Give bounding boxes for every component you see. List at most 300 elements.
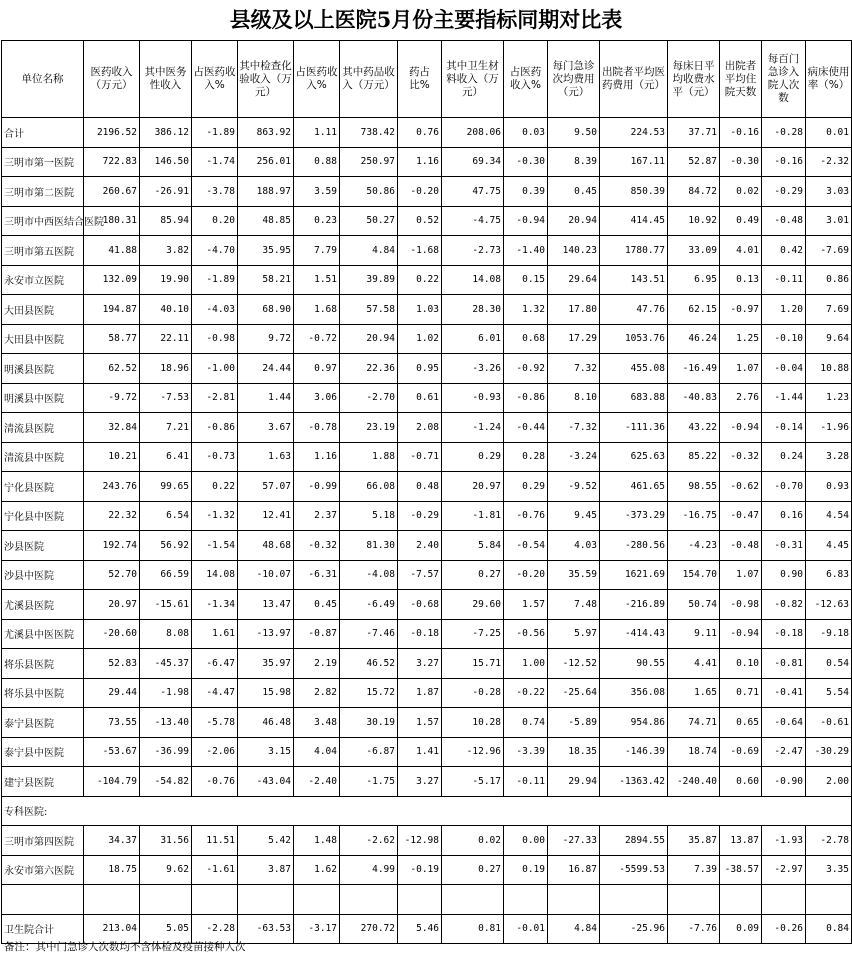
table-row [2, 649, 852, 679]
value-cell: 68.90 [238, 295, 294, 325]
value-cell: 1.16 [294, 442, 340, 472]
value-cell: 1.48 [294, 826, 340, 856]
value-cell: -9.52 [548, 472, 600, 502]
value-cell: 0.10 [720, 649, 762, 679]
value-cell: 48.68 [238, 531, 294, 561]
table-row [2, 619, 852, 649]
value-cell: 11.51 [192, 826, 238, 856]
value-cell: 13.47 [238, 590, 294, 620]
value-cell: 39.89 [340, 265, 398, 295]
empty-cell [668, 796, 720, 826]
value-cell: 3.48 [294, 708, 340, 738]
value-cell: 20.97 [442, 472, 504, 502]
table-row [2, 767, 852, 797]
value-cell: -12.98 [398, 826, 442, 856]
value-cell: 48.85 [238, 206, 294, 236]
value-cell: 81.30 [340, 531, 398, 561]
value-cell: 167.11 [600, 147, 668, 177]
value-cell: -0.62 [720, 472, 762, 502]
empty-cell [806, 796, 852, 826]
table-row [2, 354, 852, 384]
empty-cell [548, 885, 600, 915]
table-row [2, 855, 852, 885]
table-row [2, 265, 852, 295]
value-cell: -0.76 [504, 501, 548, 531]
empty-cell [806, 885, 852, 915]
value-cell: -0.90 [762, 767, 806, 797]
value-cell: 33.09 [668, 236, 720, 266]
value-cell: 0.39 [504, 177, 548, 207]
unit-name-cell: 将乐县中医院 [2, 678, 84, 708]
value-cell: 6.41 [140, 442, 192, 472]
empty-cell [398, 796, 442, 826]
value-cell: 8.08 [140, 619, 192, 649]
blank-row [2, 885, 852, 915]
value-cell: 18.96 [140, 354, 192, 384]
value-cell: 50.86 [340, 177, 398, 207]
value-cell: 0.60 [720, 767, 762, 797]
value-cell: 0.20 [192, 206, 238, 236]
value-cell: 19.90 [140, 265, 192, 295]
value-cell: 140.23 [548, 236, 600, 266]
value-cell: 9.62 [140, 855, 192, 885]
value-cell: -0.94 [504, 206, 548, 236]
value-cell: -5.78 [192, 708, 238, 738]
value-cell: 4.04 [294, 737, 340, 767]
value-cell: 2.19 [294, 649, 340, 679]
value-cell: -0.19 [398, 855, 442, 885]
value-cell: 1.07 [720, 354, 762, 384]
column-header: 药占比% [398, 41, 442, 118]
value-cell: 0.13 [720, 265, 762, 295]
value-cell: 0.95 [398, 354, 442, 384]
value-cell: -0.87 [294, 619, 340, 649]
value-cell: 30.19 [340, 708, 398, 738]
value-cell: -0.81 [762, 649, 806, 679]
value-cell: -1.40 [504, 236, 548, 266]
value-cell: 4.41 [668, 649, 720, 679]
value-cell: 24.44 [238, 354, 294, 384]
value-cell: 37.71 [668, 118, 720, 148]
empty-cell [600, 885, 668, 915]
value-cell: -3.17 [294, 914, 340, 944]
table-row [2, 413, 852, 443]
value-cell: 0.01 [806, 118, 852, 148]
unit-name-cell: 明溪县中医院 [2, 383, 84, 413]
value-cell: 31.56 [140, 826, 192, 856]
value-cell: -104.79 [84, 767, 140, 797]
value-cell: -0.28 [442, 678, 504, 708]
unit-name-cell: 宁化县医院 [2, 472, 84, 502]
value-cell: -2.32 [806, 147, 852, 177]
value-cell: 46.24 [668, 324, 720, 354]
value-cell: 14.08 [192, 560, 238, 590]
value-cell: 0.86 [806, 265, 852, 295]
value-cell: -0.99 [294, 472, 340, 502]
value-cell: -0.29 [762, 177, 806, 207]
value-cell: -0.71 [398, 442, 442, 472]
value-cell: -0.61 [806, 708, 852, 738]
value-cell: -10.07 [238, 560, 294, 590]
value-cell: 0.29 [442, 442, 504, 472]
value-cell: -1.00 [192, 354, 238, 384]
value-cell: 2196.52 [84, 118, 140, 148]
value-cell: 0.27 [442, 560, 504, 590]
unit-name-cell: 清流县中医院 [2, 442, 84, 472]
value-cell: 20.94 [548, 206, 600, 236]
value-cell: 6.01 [442, 324, 504, 354]
table-body [2, 118, 852, 944]
value-cell: 1.07 [720, 560, 762, 590]
value-cell: 132.09 [84, 265, 140, 295]
value-cell: 0.27 [442, 855, 504, 885]
value-cell: 10.92 [668, 206, 720, 236]
unit-name-cell: 卫生院合计 [2, 914, 84, 944]
value-cell: 1.65 [668, 678, 720, 708]
value-cell: 0.65 [720, 708, 762, 738]
value-cell: 0.23 [294, 206, 340, 236]
unit-name-cell: 三明市第二医院 [2, 177, 84, 207]
value-cell: 9.50 [548, 118, 600, 148]
empty-cell [442, 885, 504, 915]
value-cell: -30.29 [806, 737, 852, 767]
value-cell: 52.87 [668, 147, 720, 177]
value-cell: 10.21 [84, 442, 140, 472]
value-cell: -16.75 [668, 501, 720, 531]
table-row [2, 678, 852, 708]
empty-cell [762, 796, 806, 826]
unit-name-cell: 永安市立医院 [2, 265, 84, 295]
value-cell: 6.95 [668, 265, 720, 295]
empty-cell [720, 885, 762, 915]
column-header: 医药收入（万元） [84, 41, 140, 118]
value-cell: -6.87 [340, 737, 398, 767]
value-cell: 0.52 [398, 206, 442, 236]
value-cell: 28.30 [442, 295, 504, 325]
value-cell: -1.89 [192, 118, 238, 148]
table-row [2, 147, 852, 177]
value-cell: -0.82 [762, 590, 806, 620]
value-cell: -12.96 [442, 737, 504, 767]
value-cell: -1.61 [192, 855, 238, 885]
value-cell: 52.83 [84, 649, 140, 679]
value-cell: 0.93 [806, 472, 852, 502]
column-header: 每门急诊次均费用（元） [548, 41, 600, 118]
value-cell: 4.45 [806, 531, 852, 561]
value-cell: 1.62 [294, 855, 340, 885]
value-cell: -5599.53 [600, 855, 668, 885]
value-cell: -7.57 [398, 560, 442, 590]
empty-cell [84, 796, 140, 826]
value-cell: -7.53 [140, 383, 192, 413]
unit-name-cell: 尤溪县中医医院 [2, 619, 84, 649]
value-cell: -7.46 [340, 619, 398, 649]
value-cell: 16.87 [548, 855, 600, 885]
empty-cell [238, 885, 294, 915]
value-cell: 0.28 [504, 442, 548, 472]
value-cell: -0.48 [720, 531, 762, 561]
value-cell: 34.37 [84, 826, 140, 856]
value-cell: -0.73 [192, 442, 238, 472]
value-cell: 1.11 [294, 118, 340, 148]
value-cell: 0.42 [762, 236, 806, 266]
value-cell: 1621.69 [600, 560, 668, 590]
value-cell: 5.18 [340, 501, 398, 531]
value-cell: 192.74 [84, 531, 140, 561]
value-cell: 0.15 [504, 265, 548, 295]
value-cell: 98.55 [668, 472, 720, 502]
value-cell: -2.81 [192, 383, 238, 413]
value-cell: -0.16 [720, 118, 762, 148]
empty-cell [720, 796, 762, 826]
value-cell: 180.31 [84, 206, 140, 236]
table-row [2, 236, 852, 266]
value-cell: -0.10 [762, 324, 806, 354]
value-cell: -40.83 [668, 383, 720, 413]
value-cell: -0.11 [762, 265, 806, 295]
value-cell: -1.96 [806, 413, 852, 443]
table-row [2, 442, 852, 472]
value-cell: 0.61 [398, 383, 442, 413]
value-cell: 1.03 [398, 295, 442, 325]
value-cell: 66.59 [140, 560, 192, 590]
value-cell: 2.40 [398, 531, 442, 561]
unit-name-cell: 永安市第六医院 [2, 855, 84, 885]
value-cell: 22.36 [340, 354, 398, 384]
empty-cell [548, 796, 600, 826]
value-cell: -0.69 [720, 737, 762, 767]
unit-name-cell: 合计 [2, 118, 84, 148]
value-cell: -0.76 [192, 767, 238, 797]
value-cell: 85.94 [140, 206, 192, 236]
value-cell: 2.37 [294, 501, 340, 531]
value-cell: 8.39 [548, 147, 600, 177]
value-cell: -20.60 [84, 619, 140, 649]
value-cell: 2894.55 [600, 826, 668, 856]
value-cell: 20.94 [340, 324, 398, 354]
value-cell: 386.12 [140, 118, 192, 148]
value-cell: -0.41 [762, 678, 806, 708]
value-cell: 3.27 [398, 767, 442, 797]
value-cell: 73.55 [84, 708, 140, 738]
value-cell: 7.69 [806, 295, 852, 325]
value-cell: 0.97 [294, 354, 340, 384]
empty-cell [84, 885, 140, 915]
value-cell: -4.70 [192, 236, 238, 266]
value-cell: -1.98 [140, 678, 192, 708]
value-cell: 0.45 [548, 177, 600, 207]
value-cell: 6.83 [806, 560, 852, 590]
value-cell: -0.28 [762, 118, 806, 148]
value-cell: 22.32 [84, 501, 140, 531]
value-cell: 5.05 [140, 914, 192, 944]
value-cell: -0.30 [720, 147, 762, 177]
value-cell: -146.39 [600, 737, 668, 767]
value-cell: 1.63 [238, 442, 294, 472]
value-cell: 0.84 [806, 914, 852, 944]
column-header: 每百门急诊入院人次数 [762, 41, 806, 118]
unit-name-cell: 明溪县医院 [2, 354, 84, 384]
empty-cell [140, 885, 192, 915]
value-cell: 1.00 [504, 649, 548, 679]
value-cell: 1.51 [294, 265, 340, 295]
value-cell: 1.61 [192, 619, 238, 649]
value-cell: -0.86 [504, 383, 548, 413]
value-cell: -2.28 [192, 914, 238, 944]
value-cell: 3.27 [398, 649, 442, 679]
value-cell: 0.09 [720, 914, 762, 944]
value-cell: -0.94 [720, 413, 762, 443]
value-cell: 0.49 [720, 206, 762, 236]
value-cell: -1.75 [340, 767, 398, 797]
value-cell: 35.97 [238, 649, 294, 679]
value-cell: -0.97 [720, 295, 762, 325]
value-cell: 0.00 [504, 826, 548, 856]
value-cell: -12.63 [806, 590, 852, 620]
value-cell: 0.54 [806, 649, 852, 679]
column-header: 其中卫生材料收入（万元） [442, 41, 504, 118]
empty-cell [340, 885, 398, 915]
table-row [2, 472, 852, 502]
value-cell: -0.20 [504, 560, 548, 590]
value-cell: -16.49 [668, 354, 720, 384]
value-cell: 356.08 [600, 678, 668, 708]
value-cell: -0.18 [398, 619, 442, 649]
value-cell: -2.78 [806, 826, 852, 856]
table-row [2, 560, 852, 590]
value-cell: -0.16 [762, 147, 806, 177]
empty-cell [192, 885, 238, 915]
empty-cell [192, 796, 238, 826]
value-cell: 0.24 [762, 442, 806, 472]
value-cell: 250.97 [340, 147, 398, 177]
value-cell: 260.67 [84, 177, 140, 207]
value-cell: -9.18 [806, 619, 852, 649]
value-cell: -3.39 [504, 737, 548, 767]
value-cell: 46.52 [340, 649, 398, 679]
value-cell: -45.37 [140, 649, 192, 679]
value-cell: 1.32 [504, 295, 548, 325]
value-cell: -0.26 [762, 914, 806, 944]
empty-cell [294, 796, 340, 826]
value-cell: -5.17 [442, 767, 504, 797]
value-cell: -1.32 [192, 501, 238, 531]
value-cell: -0.68 [398, 590, 442, 620]
value-cell: 0.90 [762, 560, 806, 590]
value-cell: 0.02 [720, 177, 762, 207]
value-cell: 154.70 [668, 560, 720, 590]
value-cell: -36.99 [140, 737, 192, 767]
value-cell: -4.03 [192, 295, 238, 325]
value-cell: 57.58 [340, 295, 398, 325]
unit-name-cell: 大田县中医院 [2, 324, 84, 354]
value-cell: -1.44 [762, 383, 806, 413]
page-title: 县级及以上医院5月份主要指标同期对比表 [229, 7, 623, 32]
value-cell: 12.41 [238, 501, 294, 531]
value-cell: 1.57 [398, 708, 442, 738]
value-cell: 35.87 [668, 826, 720, 856]
value-cell: -0.32 [720, 442, 762, 472]
value-cell: 143.51 [600, 265, 668, 295]
value-cell: 213.04 [84, 914, 140, 944]
value-cell: 224.53 [600, 118, 668, 148]
value-cell: -0.30 [504, 147, 548, 177]
value-cell: -0.98 [720, 590, 762, 620]
value-cell: 3.06 [294, 383, 340, 413]
value-cell: 243.76 [84, 472, 140, 502]
value-cell: 47.75 [442, 177, 504, 207]
value-cell: 7.79 [294, 236, 340, 266]
empty-cell [762, 885, 806, 915]
value-cell: -0.70 [762, 472, 806, 502]
value-cell: 3.82 [140, 236, 192, 266]
value-cell: -15.61 [140, 590, 192, 620]
value-cell: 32.84 [84, 413, 140, 443]
value-cell: -0.44 [504, 413, 548, 443]
value-cell: 1.57 [504, 590, 548, 620]
value-cell: 461.65 [600, 472, 668, 502]
value-cell: 18.35 [548, 737, 600, 767]
value-cell: -7.25 [442, 619, 504, 649]
value-cell: -0.29 [398, 501, 442, 531]
empty-cell [504, 885, 548, 915]
value-cell: -1.74 [192, 147, 238, 177]
value-cell: -0.98 [192, 324, 238, 354]
value-cell: -0.31 [762, 531, 806, 561]
indicator-table [1, 40, 852, 944]
value-cell: -1.81 [442, 501, 504, 531]
unit-name-cell: 泰宁县医院 [2, 708, 84, 738]
value-cell: 0.22 [398, 265, 442, 295]
value-cell: 99.65 [140, 472, 192, 502]
value-cell: 50.27 [340, 206, 398, 236]
value-cell: -25.64 [548, 678, 600, 708]
value-cell: 57.07 [238, 472, 294, 502]
unit-name-cell: 宁化县中医院 [2, 501, 84, 531]
value-cell: -0.78 [294, 413, 340, 443]
unit-name-cell: 尤溪县医院 [2, 590, 84, 620]
value-cell: 863.92 [238, 118, 294, 148]
value-cell: 43.22 [668, 413, 720, 443]
table-row [2, 295, 852, 325]
empty-cell [238, 796, 294, 826]
value-cell: -2.97 [762, 855, 806, 885]
value-cell: 7.32 [548, 354, 600, 384]
value-cell: -0.93 [442, 383, 504, 413]
value-cell: 15.72 [340, 678, 398, 708]
value-cell: 8.10 [548, 383, 600, 413]
column-header: 出院者平均医药费用（元） [600, 41, 668, 118]
value-cell: 208.06 [442, 118, 504, 148]
value-cell: 69.34 [442, 147, 504, 177]
unit-name-cell: 泰宁县中医院 [2, 737, 84, 767]
value-cell: 270.72 [340, 914, 398, 944]
value-cell: 1780.77 [600, 236, 668, 266]
table-row [2, 826, 852, 856]
value-cell: 954.86 [600, 708, 668, 738]
column-header: 占医药收入% [294, 41, 340, 118]
value-cell: -0.04 [762, 354, 806, 384]
value-cell: -0.64 [762, 708, 806, 738]
value-cell: 52.70 [84, 560, 140, 590]
value-cell: 4.01 [720, 236, 762, 266]
value-cell: 58.77 [84, 324, 140, 354]
value-cell: -1.34 [192, 590, 238, 620]
value-cell: -373.29 [600, 501, 668, 531]
unit-name-cell: 沙县中医院 [2, 560, 84, 590]
value-cell: 40.10 [140, 295, 192, 325]
value-cell: -54.82 [140, 767, 192, 797]
